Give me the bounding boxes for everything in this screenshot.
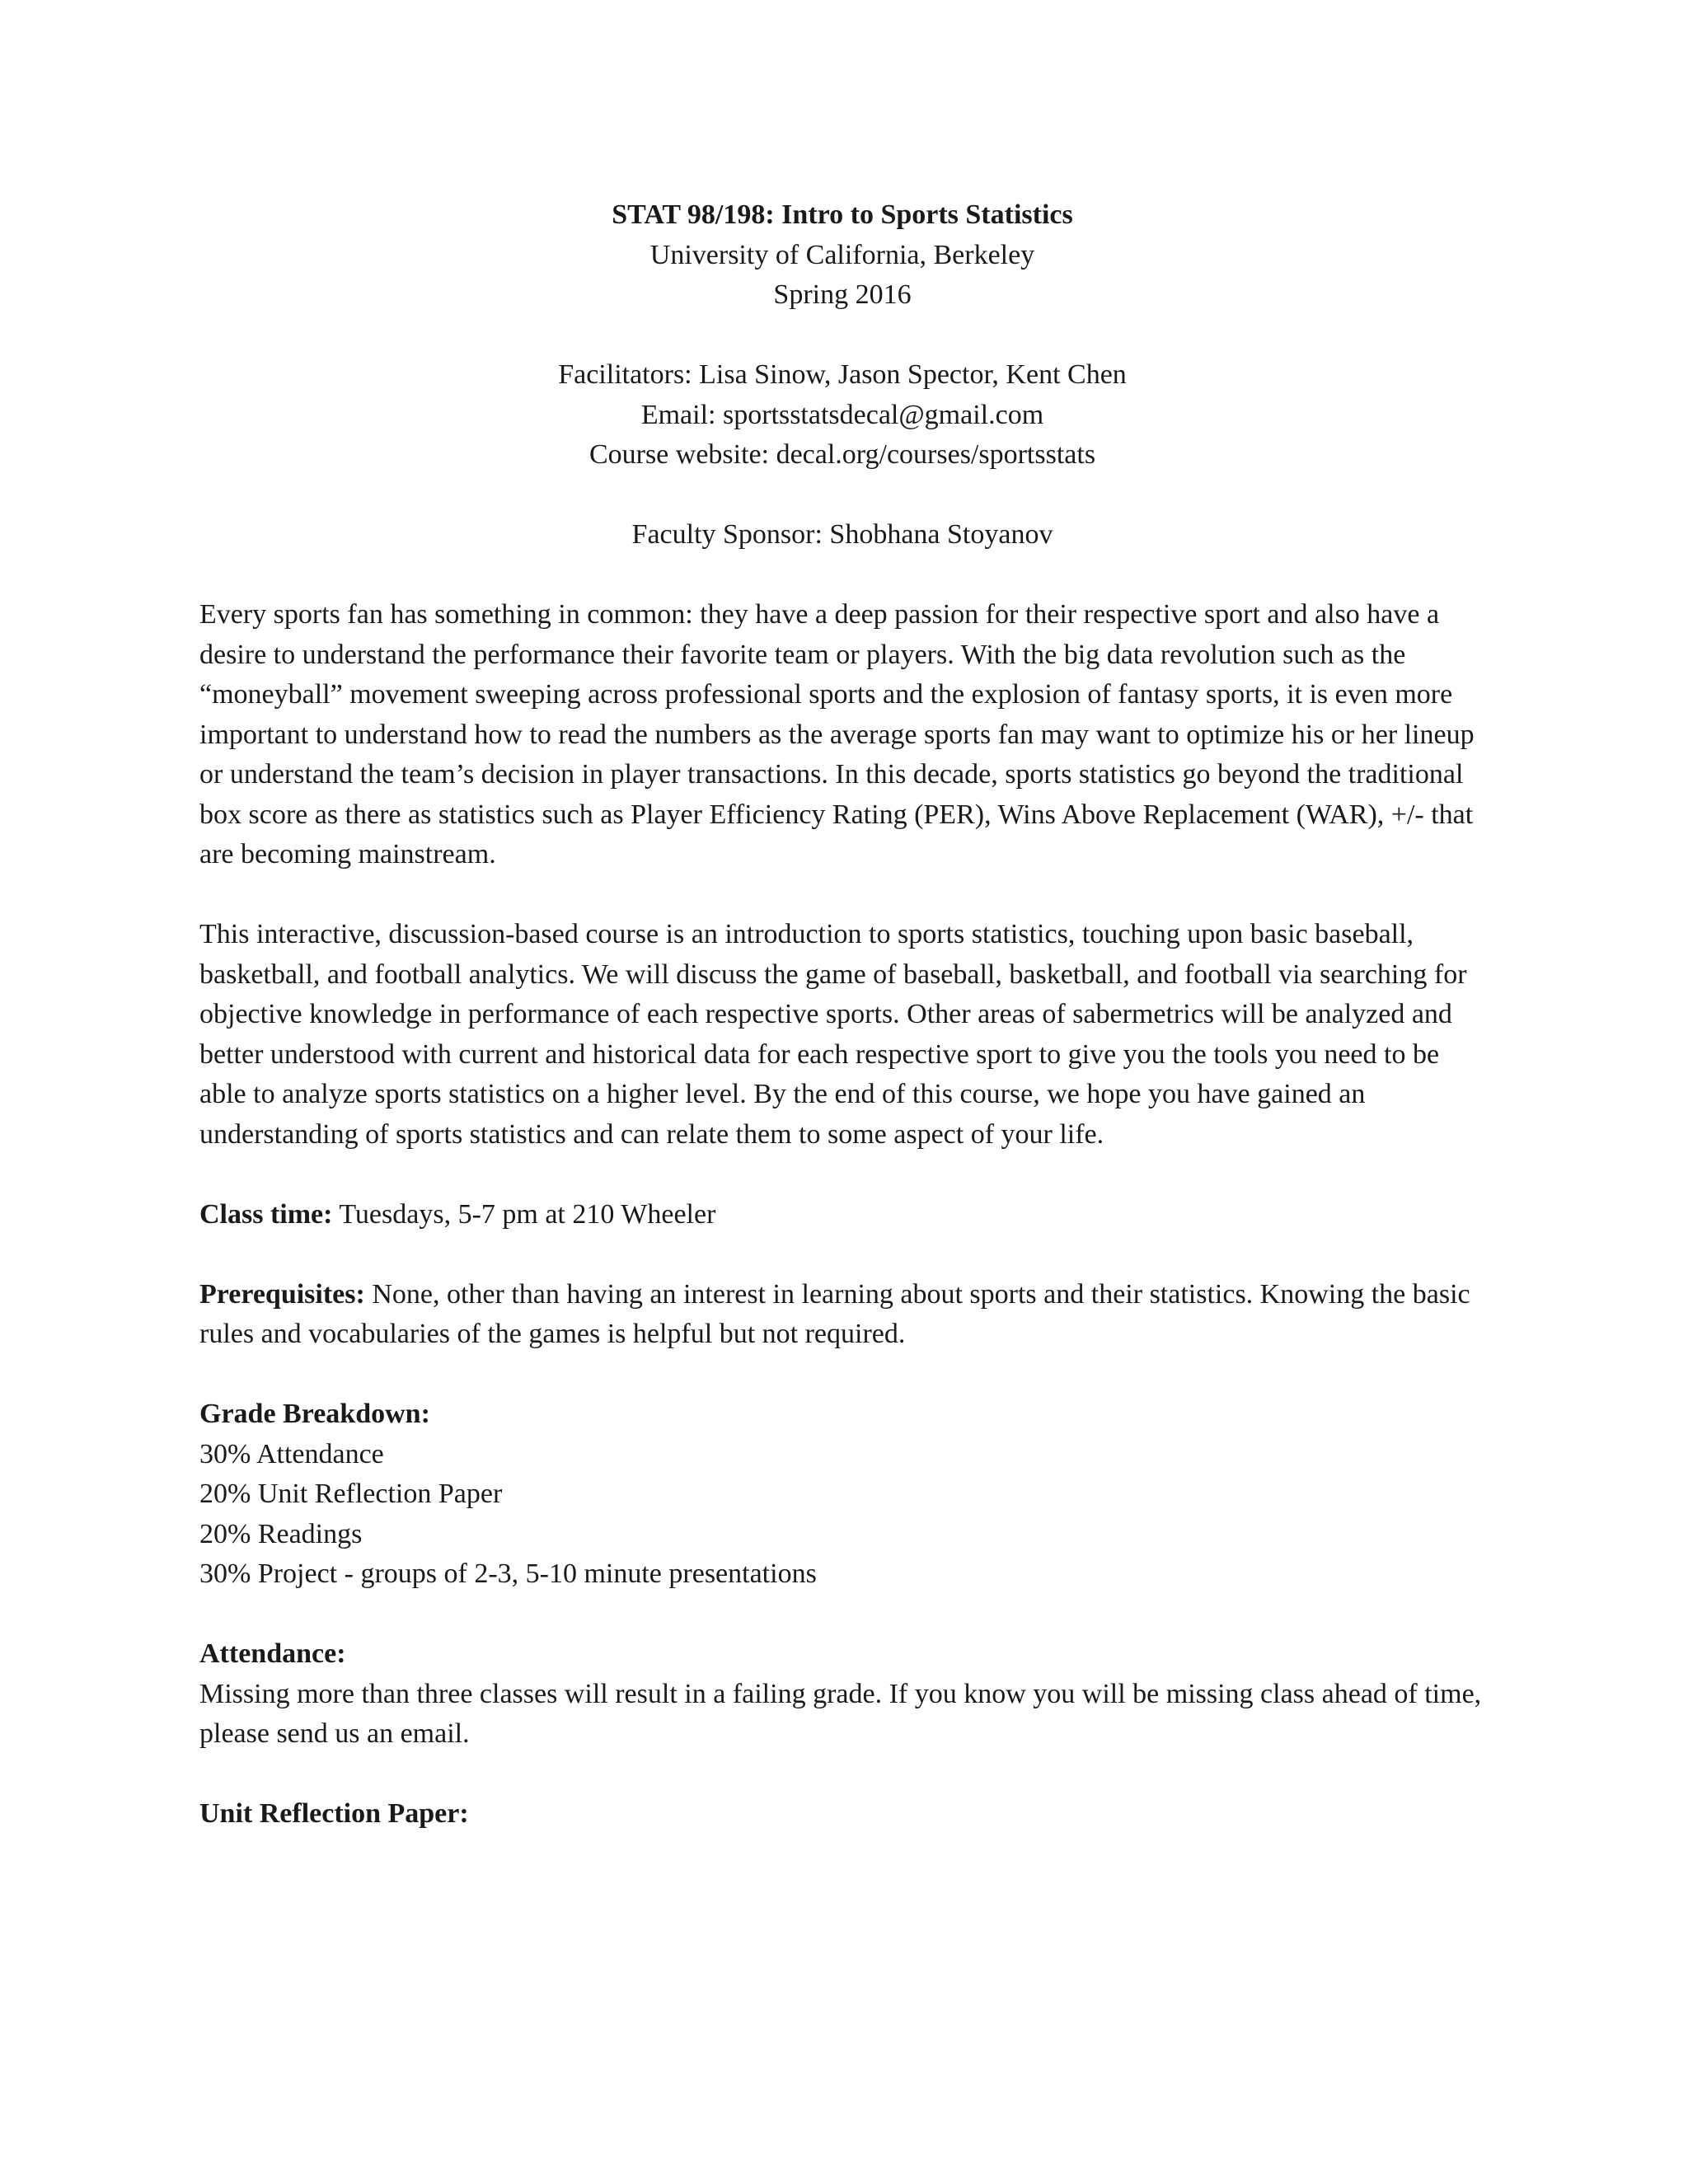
attendance-text: Missing more than three classes will result in a failing grade. If you know you will be missing class ahead of time, please send us an email. xyxy=(199,1678,1482,1749)
facilitators: Facilitators: Lisa Sinow, Jason Spector, Kent Chen xyxy=(558,359,1127,390)
spacer xyxy=(199,1595,1485,1635)
spacer xyxy=(199,1355,1485,1395)
spacer xyxy=(199,1155,1485,1195)
prerequisites xyxy=(199,1275,1485,1355)
course-website: Course website: decal.org/courses/sportsstats xyxy=(588,439,1096,470)
grade-item: 30% Project - groups of 2-3, 5-10 minute presentations xyxy=(199,1558,817,1589)
contact-email: Email: sportsstatsdecal@gmail.com xyxy=(640,399,1044,430)
spacer xyxy=(199,1755,1485,1795)
grade-item: 20% Readings xyxy=(199,1518,363,1549)
spacer xyxy=(199,316,1485,356)
class-time-value: Tuesdays, 5-7 pm at 210 Wheeler xyxy=(332,1198,716,1230)
term: Spring 2016 xyxy=(773,279,912,310)
university-name: University of California, Berkeley xyxy=(649,239,1035,270)
prerequisites-label: Prerequisites: xyxy=(199,1278,365,1310)
grade-item: 20% Unit Reflection Paper xyxy=(199,1479,503,1509)
spacer xyxy=(199,476,1485,516)
class-time xyxy=(199,1195,1485,1235)
course-title: STAT 98/198: Intro to Sports Statistics xyxy=(612,199,1073,230)
faculty-sponsor: Faculty Sponsor: Shobhana Stoyanov xyxy=(631,519,1053,550)
grade-breakdown-heading: Grade Breakdown: xyxy=(199,1399,430,1429)
unit-reflection-heading: Unit Reflection Paper: xyxy=(199,1798,469,1829)
attendance-heading: Attendance: xyxy=(199,1638,346,1669)
grade-item: 30% Attendance xyxy=(199,1438,384,1469)
spacer xyxy=(199,555,1485,596)
spacer xyxy=(199,875,1485,916)
class-time-label: Class time: xyxy=(199,1198,333,1230)
prerequisites-value: None, other than having an interest in learning about sports and their statistics. Knowing the basic rules and vocabularies of the games is helpful but not required. xyxy=(199,1278,1470,1349)
spacer xyxy=(199,1235,1485,1275)
intro-paragraph-2: This interactive, discussion-based course is an introduction to sports statistics, touching upon basic baseball, basketball, and football analytics. We will discuss the game of baseball, basketball, and football via searching for objective knowledge in performance of each respective sports. Other areas of sabermetrics will be analyzed and better understood with current and historical data for each respective sport to give you the tools you need to be able to analyze sports statistics on a higher level. By the end of this course, we hope you have gained an understanding of sports statistics and can relate them to some aspect of your life. xyxy=(199,919,1467,1150)
intro-paragraph-1: Every sports fan has something in common: they have a deep passion for their respective sport and also have a desire to understand the performance their favorite team or players. With the big data revolution such as the “moneyball” movement sweeping across professional sports and the explosion of fantasy sports, it is even more important to understand how to read the numbers as the average sports fan may want to optimize his or her lineup or understand the team’s decision in player transactions. In this decade, sports statistics go beyond the traditional box score as there as statistics such as Player Efficiency Rating (PER), Wins Above Replacement (WAR), +/- that are becoming mainstream. xyxy=(199,599,1475,869)
document-page xyxy=(199,195,1485,1835)
